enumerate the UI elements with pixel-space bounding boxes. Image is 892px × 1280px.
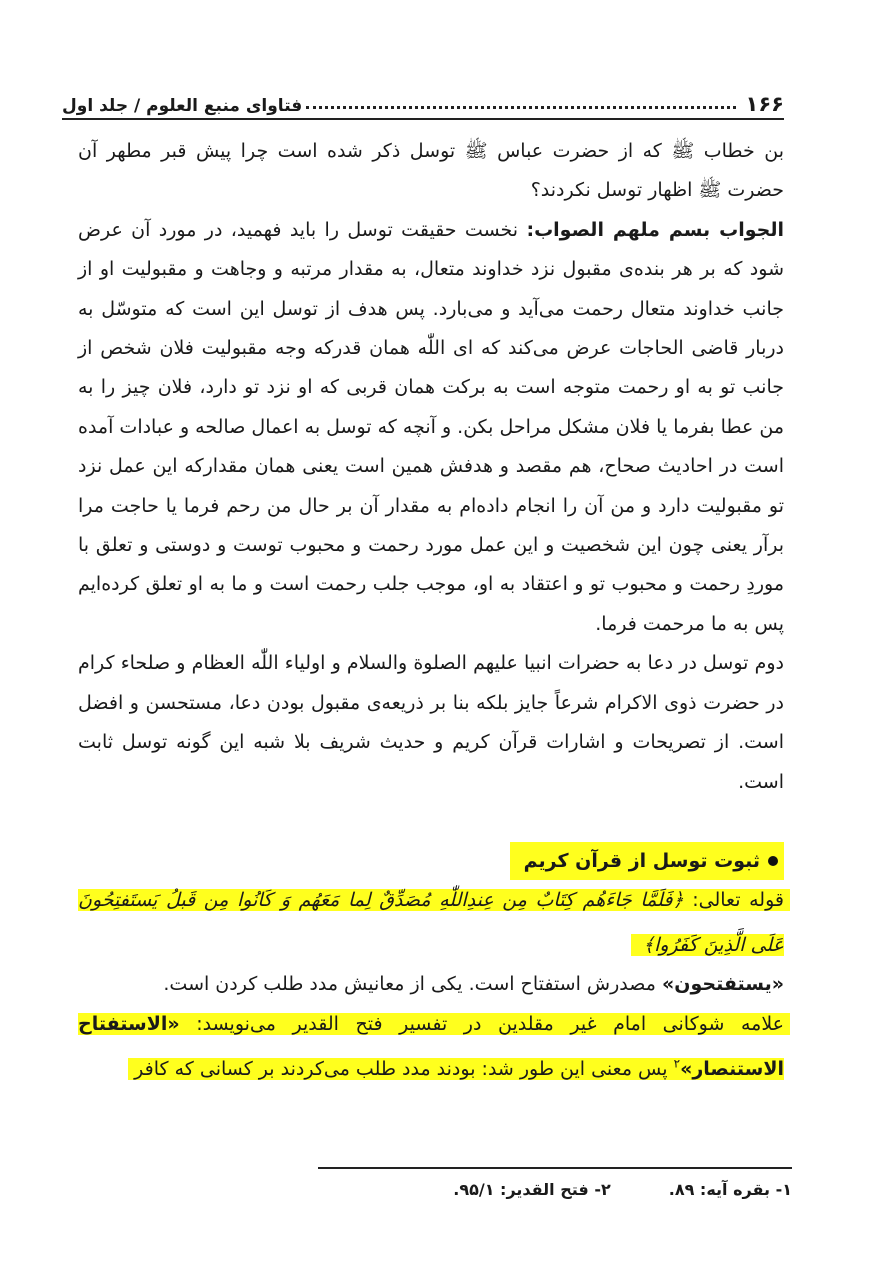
verse-highlight [78,889,790,956]
section-title-text: ثبوت توسل از قرآن کریم [523,849,760,872]
quote-rest: پس معنی این طور شد: بودند مدد طلب می‌کردند بر کسانی که کافر [134,1057,668,1080]
verse-intro: قوله تعالی: [692,889,784,912]
footnote-rule [318,1167,792,1169]
section-gap [78,802,784,842]
definition-term: «یستفتحون» [661,973,784,996]
quote-paragraph [78,1005,784,1089]
section-title [510,842,784,880]
verse-text: ﴿فَلَمَّا جَاءَهُم كِتَابٌ مِن عِندِاللّٰهِ مُصَدِّقٌ لِما مَعَهُم وَ كَانُوا مِن قَبلُ يَستَفتِحُونَ عَلَى الَّذِينَ كَفَرُوا﴾ [78,889,784,957]
answer-text: نخست حقیقت توسل را باید فهمید، در مورد آن عرض شود که بر هر بنده‌ی مقبول نزد خداوند متعال، به مقدار مرتبه و وجاهت و مقبولیت او از جانب خداوند متعال رحمت می‌آید و می‌بارد. پس هدف از توسل این است که متوسّل به دربار قاضی الحاجات عرض می‌کند که ای اللّٰه همان قدرکه وجه مقبولیت فلان شخص از جانب تو به او رحمت متوجه است به برکت همان قربی که او نزد تو دارد، فلان چیز را به من عطا بفرما یا فلان مشکل مراحل بکن. و آنچه که توسل به اعمال صالحه و عبادات آمده است در احادیث صحاح، هم مقصد و هدفش همین است یعنی همان مقدارکه این عمل نزد تو مقبولیت دارد و من آن را انجام داده‌ام به مقدار آن بر حال من رحم فرما یا حاجت مرا برآر یعنی چون این شخصیت و این عمل مورد رحمت و محبوب توست و دوستی و تعلق با موردِ رحمت و محبوب تو و اعتقاد به او، موجب جلب رحمت است و ما به او تعلق کرده‌ایم پس به ما مرحمت فرما. [78,218,784,635]
section-heading [78,842,784,881]
definition-text: مصدرش استفتاح است. یکی از معانیش مدد طلب کردن است. [163,973,656,996]
header-rule [62,118,784,120]
quote-text: علامه شوکانی امام غیر مقلدین در تفسیر فتح القدیر می‌نویسد: [196,1012,784,1035]
quote-term: «الاستفتاح الاستنصار» [78,1012,784,1080]
running-title: فتاوای منبع العلوم / جلد اول [62,96,303,116]
intro-paragraph: بن خطاب ﷺ که از حضرت عباس ﷺ توسل ذکر شده است چرا پیش قبر مطهر آن حضرت ﷺ اظهار توسل نکردند؟ [78,140,784,202]
second-paragraph: دوم توسل در دعا به حضرات انبیا علیهم الصلوة والسلام و اولیاء اللّٰه العظام و صلحاء کرام در حضرت ذوی الاکرام شرعاً جایز بلکه بنا بر ذریعه‌ی مقبول بودن دعا، مستحسن و افضل است. از تصریحات و اشارات قرآن کریم و حدیث شریف بلا شبه این گونه توسل ثابت است. [78,652,784,793]
page-number: ۱۶۶ [745,92,784,116]
answer-paragraph [78,211,784,644]
page-body [78,132,784,1089]
verse-paragraph [78,881,784,965]
definition-paragraph [78,965,784,1004]
footnote-1: ۱- بقره آیه: ۸۹. [668,1180,792,1199]
bullet-icon [768,856,778,866]
header-leader-dots [306,106,735,109]
footnotes [318,1180,792,1199]
quote-footnote-marker: ٢ [673,1056,681,1071]
page-header [62,86,784,116]
footnote-2: ۲- فتح القدیر: ۹۵/۱. [453,1180,611,1199]
quote-highlight [78,1013,790,1080]
answer-lead: الجواب بسم ملهم الصواب: [526,218,784,241]
